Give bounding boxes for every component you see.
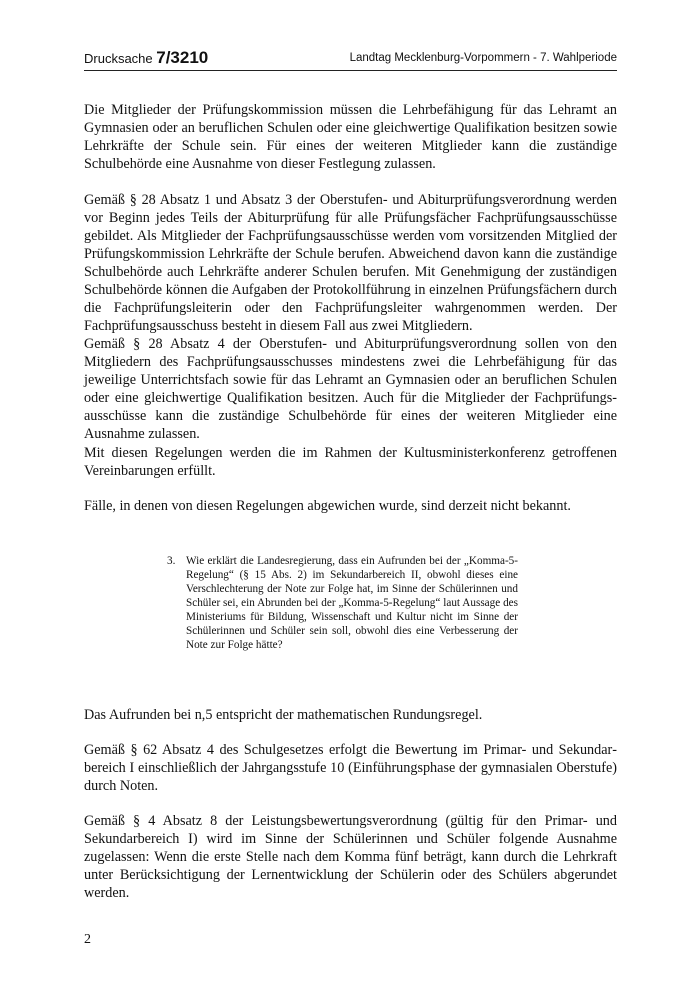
paragraph-kmk: Mit diesen Regelungen werden die im Rahmen der Kultusministerkonferenz getroffenen Vereinbarungen erfüllt.	[84, 445, 617, 479]
answer-assessment-ordinance: Gemäß § 4 Absatz 8 der Leistungsbewertungsverordnung (gültig für den Primar- und Sekundarbereich I) wird im Sinne der Schülerinnen und Schüler folgende Ausnahme zugelassen: Wenn die erste Stelle nach dem Komma fünf beträgt, kann durch die Lehrkraft unter Berücksichtigung der Lernentwicklung der Schülerin oder des Schülers abgerundet werden.	[84, 813, 617, 901]
header-divider	[84, 70, 617, 71]
page-number: 2	[84, 932, 91, 947]
answer-rounding-rule: Das Aufrunden bei n,5 entspricht der mathematischen Rundungsregel.	[84, 707, 483, 723]
document-number: 7/3210	[156, 48, 209, 67]
question-text: Wie erklärt die Landesregierung, dass ein Aufrunden bei der „Komma-5-Regelung“ (§ 15 Abs. 2) im Sekundarbereich II, obwohl dieses eine Verschlechterung der Note zur Folge hat, im Sinne der Schülerinnen und Schüler sei, ein Abrunden bei der „Komma-5-Regelung“ laut Aussage des Ministeriums für Bildung, Wissenschaft und Kultur nicht im Sinne der Schülerinnen und Schüler sein soll, obwohl dies eine Verbesserung der Note zur Folge hätte?	[186, 555, 518, 651]
paragraph-committees: Gemäß § 28 Absatz 1 und Absatz 3 der Oberstufen- und Abiturprüfungsverordnung werden vor Beginn jedes Teils der Abiturprüfung für alle Prüfungsfächer Fachprüfungsausschüsse gebildet. Als Mitglieder der Fachprüfungsausschüsse werden vom vorsitzenden Mitglied der Prüfungskommission Lehrkräfte der Schule berufen. Abweichend davon kann die zuständige Schulbehörde auch Lehrkräfte anderer Schulen berufen. Mit Genehmigung der zuständigen Schulbehörde können die Aufgaben der Protokollführung in einzelnen Prüfungsfächern durch die Fachprüfungsleiterin oder den Fachprüfungsleiter wahrgenommen werden. Der Fachprüfungsausschuss besteht in diesem Fall aus zwei Mitgliedern.	[84, 192, 617, 334]
parliament-label: Landtag Mecklenburg-Vorpommern - 7. Wahlperiode	[349, 52, 617, 64]
question-number: 3.	[167, 555, 176, 567]
paragraph-commission-members: Die Mitglieder der Prüfungskommission müssen die Lehrbefähigung für das Lehramt an Gymnasien oder an beruflichen Schulen oder eine gleichwertige Qualifikation besitzen sowie Lehrkräfte der Schule sein. Für eines der weiteren Mitglieder kann die zuständige Schulbehörde eine Ausnahme von dieser Festlegung zulassen.	[84, 102, 617, 172]
answer-school-law: Gemäß § 62 Absatz 4 des Schulgesetzes erfolgt die Bewertung im Primar- und Sekundarbereich I einschließlich der Jahrgangsstufe 10 (Einführungsphase der gymnasialen Oberstufe) durch Noten.	[84, 742, 617, 794]
page-header	[84, 44, 617, 70]
document-prefix: Drucksache	[84, 51, 157, 66]
paragraph-exceptions: Fälle, in denen von diesen Regelungen abgewichen wurde, sind derzeit nicht bekannt.	[84, 498, 571, 514]
paragraph-qualification: Gemäß § 28 Absatz 4 der Oberstufen- und Abiturprüfungsverordnung sollen von den Mitgliedern des Fachprüfungsausschusses mindestens zwei die Lehrbefähigung für das jeweilige Unterrichtsfach sowie für das Lehramt an Gymnasien oder an beruflichen Schulen oder eine gleichwertige Qualifikation besitzen. Auch für die Mitglieder der Fachprüfungsausschüsse kann die zuständige Schulbehörde für eines der weiteren Mitglieder eine Ausnahme zulassen.	[84, 336, 617, 442]
document-label	[84, 48, 208, 68]
